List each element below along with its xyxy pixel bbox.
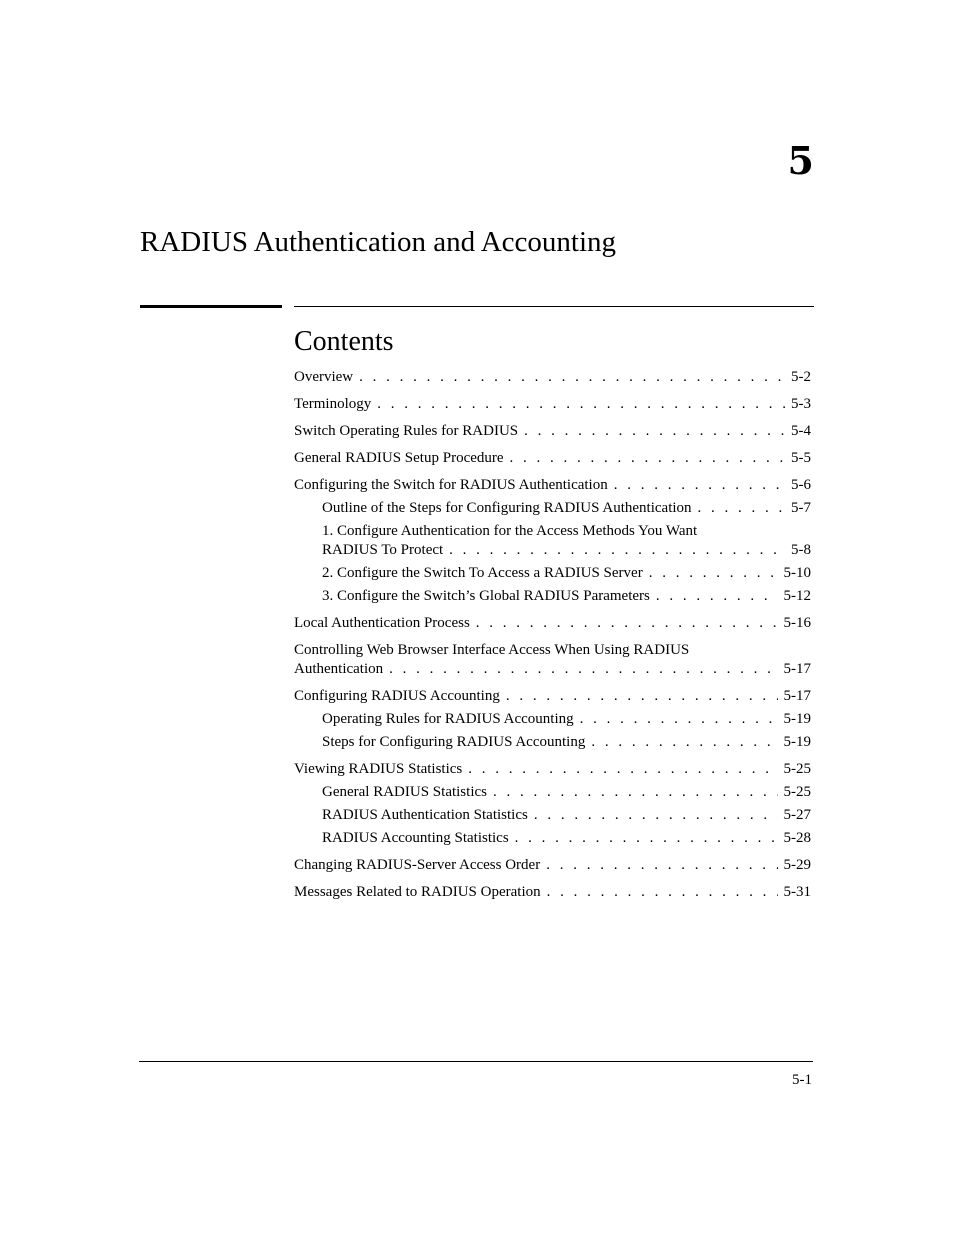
toc-entry-page: 5-2 <box>791 369 811 385</box>
toc-entry-page: 5-17 <box>783 661 811 677</box>
toc-entry[interactable] <box>294 806 811 824</box>
dot-leader <box>389 660 777 678</box>
toc-entry-page: 5-6 <box>791 477 811 493</box>
toc-entry[interactable] <box>294 449 811 467</box>
toc-entry-page: 5-4 <box>791 423 811 439</box>
dot-leader <box>506 687 778 705</box>
toc-entry-title: Configuring the Switch for RADIUS Authentication <box>294 477 608 493</box>
dot-leader <box>377 395 785 413</box>
toc-entry[interactable] <box>294 733 811 751</box>
toc-entry[interactable] <box>294 614 811 632</box>
toc-entry-title: Operating Rules for RADIUS Accounting <box>322 711 574 727</box>
toc-entry-page: 5-16 <box>783 615 811 631</box>
dot-leader <box>468 760 777 778</box>
dot-leader <box>591 733 777 751</box>
chapter-title: RADIUS Authentication and Accounting <box>140 226 617 258</box>
heading-rule-thin <box>294 306 814 307</box>
dot-leader <box>547 883 778 901</box>
toc-entry-page: 5-31 <box>783 884 811 900</box>
toc-group <box>294 395 811 413</box>
toc-entry[interactable] <box>294 541 811 559</box>
dot-leader <box>524 422 785 440</box>
toc-entry-title: 3. Configure the Switch’s Global RADIUS Parameters <box>322 588 650 604</box>
toc-group <box>294 422 811 440</box>
dot-leader <box>476 614 778 632</box>
toc-entry-title: RADIUS Accounting Statistics <box>322 830 509 846</box>
toc-group <box>294 641 811 678</box>
toc-entry-page: 5-25 <box>783 784 811 800</box>
toc-entry-title: Messages Related to RADIUS Operation <box>294 884 541 900</box>
footer-page-number: 5-1 <box>792 1072 812 1088</box>
dot-leader <box>493 783 778 801</box>
toc-entry-page: 5-8 <box>791 542 811 558</box>
chapter-number: 5 <box>787 138 814 183</box>
toc-entry[interactable] <box>294 856 811 874</box>
dot-leader <box>515 829 778 847</box>
toc-entry-title: Viewing RADIUS Statistics <box>294 761 463 777</box>
dot-leader <box>698 499 785 517</box>
toc-entry-page: 5-19 <box>783 734 811 750</box>
toc-entry[interactable] <box>294 422 811 440</box>
toc-entry-title: Steps for Configuring RADIUS Accounting <box>322 734 586 750</box>
toc-group <box>294 614 811 632</box>
toc-entry-page: 5-27 <box>783 807 811 823</box>
toc-entry[interactable] <box>294 687 811 705</box>
toc-entry-title-line1: 1. Configure Authentication for the Access Methods You Want <box>322 523 698 539</box>
heading-rule-thick <box>140 305 282 308</box>
toc-entry[interactable] <box>294 395 811 413</box>
table-of-contents <box>294 368 811 910</box>
toc-entry-title: Outline of the Steps for Configuring RADIUS Authentication <box>322 500 692 516</box>
toc-entry-title: Local Authentication Process <box>294 615 470 631</box>
toc-entry-title: Terminology <box>294 396 372 412</box>
toc-entry-page: 5-12 <box>783 588 811 604</box>
toc-entry-page: 5-28 <box>783 830 811 846</box>
toc-group <box>294 760 811 847</box>
toc-entry-page: 5-5 <box>791 450 811 466</box>
toc-entry-title: RADIUS Authentication Statistics <box>322 807 528 823</box>
toc-entry-page: 5-29 <box>783 857 811 873</box>
toc-entry-page: 5-17 <box>783 688 811 704</box>
dot-leader <box>510 449 785 467</box>
toc-group <box>294 449 811 467</box>
toc-entry-page: 5-19 <box>783 711 811 727</box>
dot-leader <box>546 856 777 874</box>
dot-leader <box>649 564 778 582</box>
toc-group <box>294 687 811 751</box>
toc-entry-title-line1: Controlling Web Browser Interface Access When Using RADIUS <box>294 642 690 658</box>
toc-entry-title: Authentication <box>294 661 384 677</box>
toc-entry-title: Changing RADIUS-Server Access Order <box>294 857 541 873</box>
toc-entry-page: 5-10 <box>783 565 811 581</box>
toc-entry-title: General RADIUS Statistics <box>322 784 487 800</box>
toc-entry[interactable] <box>294 499 811 517</box>
toc-group <box>294 856 811 874</box>
dot-leader <box>580 710 778 728</box>
toc-group <box>294 883 811 901</box>
toc-entry[interactable] <box>294 783 811 801</box>
toc-entry[interactable] <box>294 883 811 901</box>
toc-entry[interactable] <box>294 564 811 582</box>
toc-entry-title: Overview <box>294 369 354 385</box>
toc-entry[interactable] <box>294 476 811 494</box>
toc-group <box>294 476 811 605</box>
toc-group <box>294 368 811 386</box>
dot-leader <box>614 476 785 494</box>
toc-entry[interactable] <box>294 829 811 847</box>
toc-entry-page: 5-7 <box>791 500 811 516</box>
toc-entry-title: Switch Operating Rules for RADIUS <box>294 423 519 439</box>
toc-entry[interactable] <box>294 710 811 728</box>
toc-entry-title: RADIUS To Protect <box>322 542 444 558</box>
toc-entry[interactable] <box>294 587 811 605</box>
dot-leader <box>656 587 778 605</box>
toc-entry-title: Configuring RADIUS Accounting <box>294 688 500 704</box>
toc-entry[interactable] <box>294 760 811 778</box>
dot-leader <box>534 806 778 824</box>
toc-entry-title: 2. Configure the Switch To Access a RADIUS Server <box>322 565 643 581</box>
footer-rule <box>139 1061 813 1062</box>
toc-entry-page: 5-25 <box>783 761 811 777</box>
toc-entry-title: General RADIUS Setup Procedure <box>294 450 504 466</box>
contents-heading: Contents <box>294 326 394 357</box>
toc-entry[interactable] <box>294 368 811 386</box>
dot-leader <box>359 368 785 386</box>
toc-entry[interactable] <box>294 660 811 678</box>
dot-leader <box>449 541 785 559</box>
toc-entry-page: 5-3 <box>791 396 811 412</box>
